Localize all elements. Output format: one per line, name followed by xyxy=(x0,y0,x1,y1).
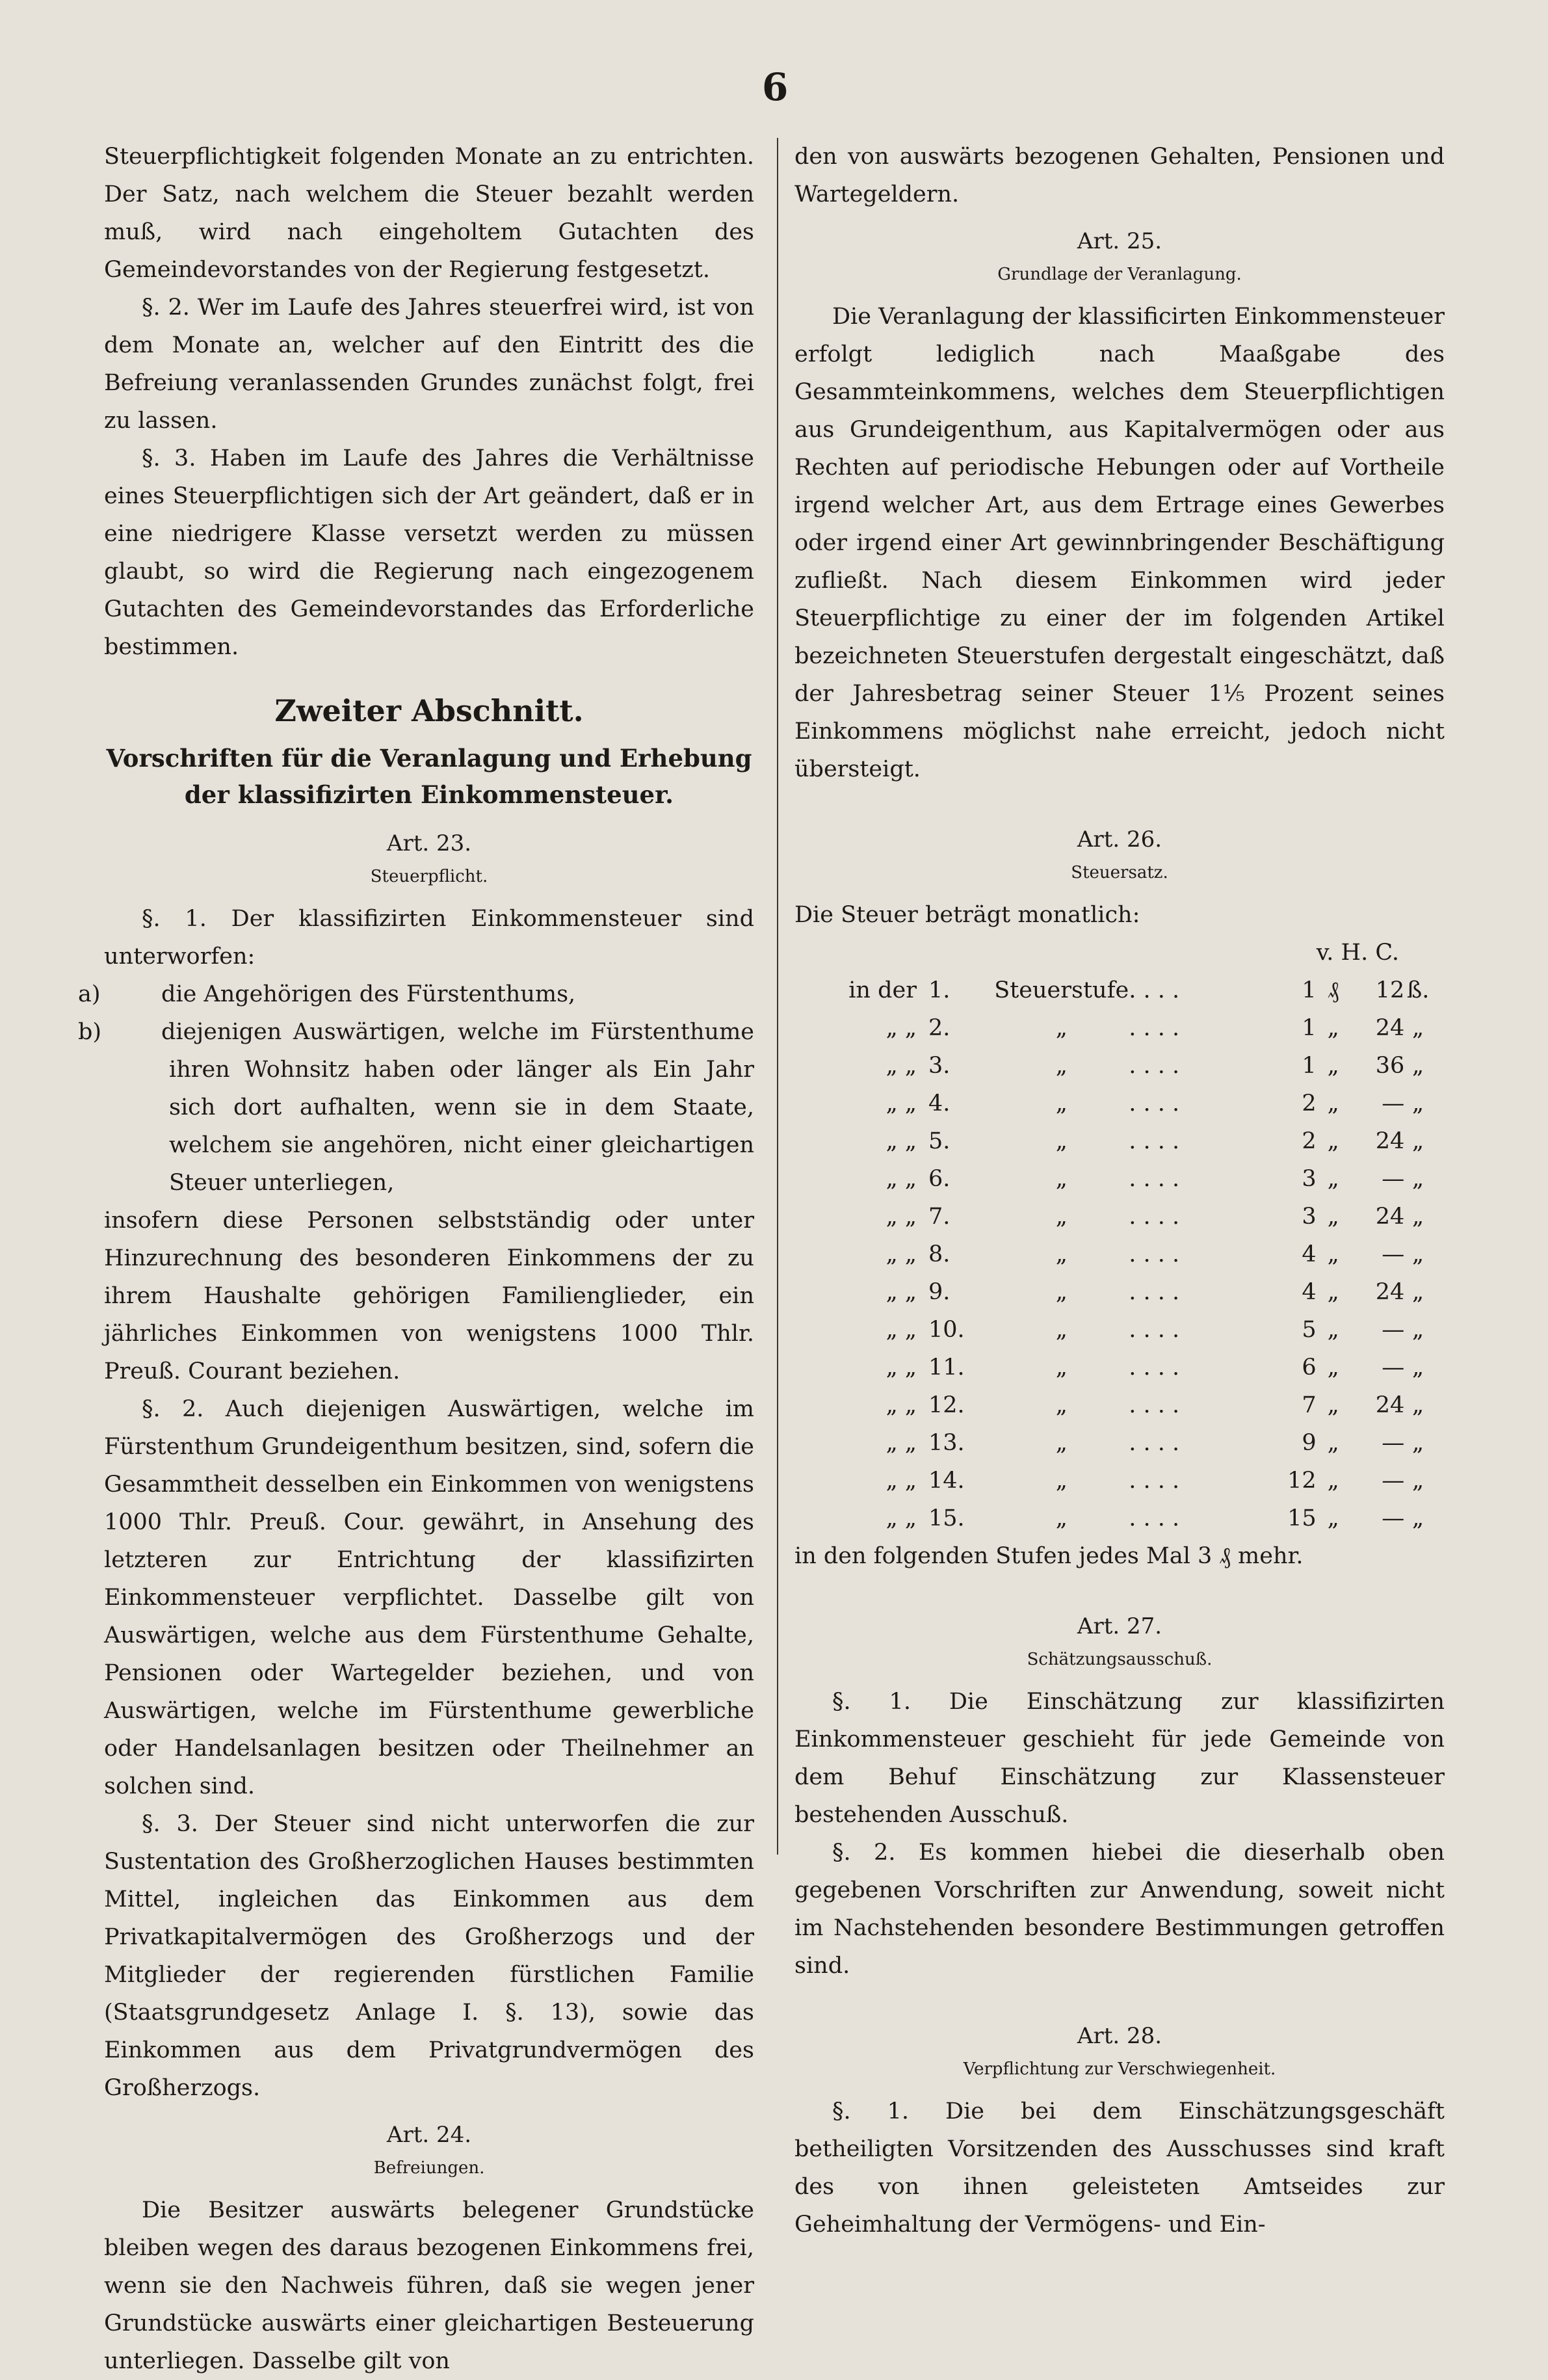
table-cell: 10. xyxy=(928,1317,965,1343)
paragraph: §. 1. Die Einschätzung zur klassifizirten Einkommensteuer geschieht für jede Gemeinde von dem Behuf Einschätzung zur Klassensteuer bestehenden Ausschuß. xyxy=(794,1689,1445,1828)
table-cell: 4. xyxy=(928,1091,951,1117)
table-cell: „ xyxy=(1055,1204,1068,1230)
table-cell: ß. xyxy=(1406,977,1430,1003)
table-cell: 15 xyxy=(1287,1505,1317,1531)
table-cell: . . . . xyxy=(1129,1468,1180,1494)
paragraph: §. 1. Die bei dem Einschätzungsgeschäft betheiligten Vorsitzenden des Ausschusses sind kraft des von ihnen geleisteten Amtseides zur Geheimhaltung der Vermögens- und Ein- xyxy=(794,2098,1445,2238)
table-cell: 4 xyxy=(1302,1241,1317,1267)
table-cell: „ xyxy=(1327,1241,1339,1267)
table-cell: 14. xyxy=(928,1468,965,1494)
table-cell: Steuerstufe xyxy=(994,977,1129,1003)
table-cell: . . . . xyxy=(1129,1392,1180,1418)
table-cell: „ xyxy=(1327,1053,1339,1079)
table-cell: — xyxy=(1382,1468,1405,1494)
table-cell: 7 xyxy=(1302,1392,1317,1418)
table-cell: . . . . xyxy=(1129,1166,1180,1192)
table-cell: 9 xyxy=(1302,1430,1317,1456)
table-cell: 3. xyxy=(928,1053,951,1079)
article-subtitle: Schätzungsausschuß. xyxy=(1027,1650,1213,1669)
currency-header: v. H. C. xyxy=(1316,940,1399,966)
table-cell: „ xyxy=(1412,1241,1424,1267)
article-subtitle: Steuerpflicht. xyxy=(370,867,488,886)
table-cell: „ xyxy=(1412,1204,1424,1230)
table-cell: 36 xyxy=(1375,1053,1405,1079)
table-cell: „ „ xyxy=(886,1204,917,1230)
list-label: a) xyxy=(78,981,101,1007)
table-cell: „ „ xyxy=(886,1392,917,1418)
table-cell: „ xyxy=(1327,1279,1339,1305)
table-cell: . . . . xyxy=(1129,1015,1180,1041)
table-cell: „ xyxy=(1412,1355,1424,1381)
paragraph: Die Veranlagung der klassificirten Einkommensteuer erfolgt lediglich nach Maaßgabe des Gesammteinkommens, welches dem Steuerpflichtigen aus Grundeigenthum, aus Kapitalvermögen oder aus Rechten auf periodische Hebungen oder auf Vortheile irgend welcher Art, aus dem Ertrage eines Gewerbes oder irgend einer Art gewinnbringender Beschäftigung zufließt. Nach diesem Einkommen wird jeder Steuerpflichtige zu einer der im folgenden Artikel bezeichneten Steuerstufen dergestalt eingeschätzt, daß der Jahresbetrag seiner Steuer 1⅕ Prozent seines Einkommens möglichst nahe erreicht, jedoch nicht übersteigt. xyxy=(794,304,1445,782)
table-cell: „ „ xyxy=(886,1355,917,1381)
paragraph: in den folgenden Stufen jedes Mal 3 ₰ mehr. xyxy=(794,1543,1304,1569)
table-cell: „ xyxy=(1412,1091,1424,1117)
table-row xyxy=(807,1311,1432,1349)
article-heading: Art. 25. xyxy=(1077,228,1162,254)
table-cell: „ xyxy=(1412,1279,1424,1305)
table-cell: „ „ xyxy=(886,1279,917,1305)
table-cell: „ xyxy=(1055,1392,1068,1418)
article-heading: Art. 23. xyxy=(386,830,472,856)
table-row xyxy=(807,1349,1432,1386)
table-cell: — xyxy=(1382,1505,1405,1531)
article-heading: Art. 28. xyxy=(1077,2023,1162,2049)
table-cell: „ xyxy=(1327,1430,1339,1456)
table-cell: „ xyxy=(1055,1468,1068,1494)
paragraph: den von auswärts bezogenen Gehalten, Pensionen und Wartegeldern. xyxy=(794,144,1445,207)
table-cell: 6 xyxy=(1302,1355,1317,1381)
table-cell: . . . . xyxy=(1129,1128,1180,1154)
table-cell: „ xyxy=(1055,1317,1068,1343)
list-text: die Angehörigen des Fürstenthums, xyxy=(161,981,576,1007)
table-cell: „ xyxy=(1412,1430,1424,1456)
table-row xyxy=(807,972,1432,1009)
table-cell: 2 xyxy=(1302,1128,1317,1154)
table-cell: „ xyxy=(1412,1053,1424,1079)
table-cell: 24 xyxy=(1375,1015,1405,1041)
table-cell: „ xyxy=(1327,1091,1339,1117)
table-cell: . . . . xyxy=(1129,1053,1180,1079)
article-subtitle: Grundlage der Veranlagung. xyxy=(997,265,1242,284)
table-cell: in der xyxy=(848,977,917,1003)
table-cell: 5 xyxy=(1302,1317,1317,1343)
table-cell: 8. xyxy=(928,1241,951,1267)
table-cell: 24 xyxy=(1375,1204,1405,1230)
table-cell: „ xyxy=(1055,1355,1068,1381)
table-cell: „ „ xyxy=(886,1128,917,1154)
article-subtitle: Steuersatz. xyxy=(1071,863,1168,882)
table-cell: — xyxy=(1382,1166,1405,1192)
table-cell: . . . . xyxy=(1129,1279,1180,1305)
table-cell: „ xyxy=(1412,1468,1424,1494)
table-cell: 1 xyxy=(1302,1015,1317,1041)
table-cell: . . . . xyxy=(1129,1204,1180,1230)
table-cell: 1 xyxy=(1302,1053,1317,1079)
table-cell: „ xyxy=(1055,1053,1068,1079)
paragraph: §. 2. Wer im Laufe des Jahres steuerfrei wird, ist von dem Monate an, welcher auf den Eintritt des die Befreiung veranlassenden Grundes zunächst folgt, frei zu lassen. xyxy=(104,295,754,434)
table-row xyxy=(807,1386,1432,1424)
table-cell: 2. xyxy=(928,1015,951,1041)
table-cell: „ xyxy=(1327,1317,1339,1343)
table-cell: „ xyxy=(1327,1204,1339,1230)
list-item xyxy=(78,975,754,1013)
table-cell: „ xyxy=(1055,1128,1068,1154)
paragraph: §. 3. Haben im Laufe des Jahres die Verhältnisse eines Steuerpflichtigen sich der Art geändert, daß er in eine niedrigere Klasse versetzt werden zu müssen glaubt, so wird die Regierung nach eingezogenem Gutachten des Gemeindevorstandes das Erforderliche bestimmen. xyxy=(104,445,754,660)
table-cell: „ „ xyxy=(886,1241,917,1267)
table-cell: 12. xyxy=(928,1392,965,1418)
table-cell: . . . . xyxy=(1129,1430,1180,1456)
table-cell: ₰ xyxy=(1327,977,1339,1003)
column-divider xyxy=(777,138,778,1855)
table-cell: . . . . xyxy=(1129,1317,1180,1343)
table-cell: „ xyxy=(1055,1166,1068,1192)
table-cell: 24 xyxy=(1375,1279,1405,1305)
table-cell: „ xyxy=(1327,1505,1339,1531)
table-cell: 15. xyxy=(928,1505,965,1531)
table-cell: „ „ xyxy=(886,1468,917,1494)
table-row xyxy=(807,1273,1432,1311)
table-cell: „ xyxy=(1055,1430,1068,1456)
table-cell: . . . . xyxy=(1129,977,1180,1003)
table-cell: 24 xyxy=(1375,1392,1405,1418)
table-cell: „ xyxy=(1412,1128,1424,1154)
paragraph: §. 2. Auch diejenigen Auswärtigen, welche im Fürstenthum Grundeigenthum besitzen, sind, sofern die Gesammtheit desselben ein Einkommen von wenigstens 1000 Thlr. Preuß. Cour. gewährt, in Ansehung des letzteren zur Entrichtung der klassifizirten Einkommensteuer verpflichtet. Dasselbe gilt von Auswärtigen, welche aus dem Fürstenthume Gehalte, Pensionen oder Wartegelder beziehen, und von Auswärtigen, welche im Fürstenthume gewerbliche oder Handelsanlagen besitzen oder Theilnehmer an solchen sind. xyxy=(104,1396,754,1799)
table-cell: — xyxy=(1382,1430,1405,1456)
table-row xyxy=(807,1198,1432,1236)
table-cell: „ „ xyxy=(886,1091,917,1117)
article-heading: Art. 27. xyxy=(1077,1613,1162,1639)
section-title: Vorschriften für die Veranlagung und Erhebung der klassifizirten Einkommensteuer. xyxy=(106,744,752,809)
table-cell: „ xyxy=(1412,1505,1424,1531)
paragraph: Steuerpflichtigkeit folgenden Monate an zu entrichten. Der Satz, nach welchem die Steuer bezahlt werden muß, wird nach eingeholtem Gutachten des Gemeindevorstandes von der Regierung festgesetzt. xyxy=(104,144,754,283)
table-cell: — xyxy=(1382,1241,1405,1267)
table-cell: „ xyxy=(1327,1166,1339,1192)
table-cell: „ „ xyxy=(886,1317,917,1343)
table-cell: „ „ xyxy=(886,1015,917,1041)
table-cell: . . . . xyxy=(1129,1355,1180,1381)
table-cell: 2 xyxy=(1302,1091,1317,1117)
paragraph: §. 2. Es kommen hiebei die dieserhalb oben gegebenen Vorschriften zur Anwendung, soweit nicht im Nachstehenden besondere Bestimmungen getroffen sind. xyxy=(794,1840,1445,1979)
article-subtitle: Verpflichtung zur Verschwiegenheit. xyxy=(963,2059,1276,2079)
paragraph: Die Steuer beträgt monatlich: xyxy=(794,902,1140,928)
table-cell: 1 xyxy=(1302,977,1317,1003)
table-cell: 4 xyxy=(1302,1279,1317,1305)
table-cell: — xyxy=(1382,1355,1405,1381)
table-cell: 5. xyxy=(928,1128,951,1154)
table-cell: „ xyxy=(1412,1166,1424,1192)
table-cell: 11. xyxy=(928,1355,965,1381)
table-cell: 7. xyxy=(928,1204,951,1230)
table-cell: „ xyxy=(1412,1392,1424,1418)
list-text: diejenigen Auswärtigen, welche im Fürstenthume ihren Wohnsitz haben oder länger als Ein Jahr sich dort aufhalten, wenn sie in dem Staate, welchem sie angehören, nicht einer gleichartigen Steuer unterliegen, xyxy=(161,1019,754,1196)
table-cell: 13. xyxy=(928,1430,965,1456)
table-cell: 6. xyxy=(928,1166,951,1192)
table-cell: 12 xyxy=(1287,1468,1317,1494)
table-cell: „ xyxy=(1055,1015,1068,1041)
right-column xyxy=(794,138,1445,2243)
table-cell: „ xyxy=(1055,1279,1068,1305)
table-cell: „ „ xyxy=(886,1505,917,1531)
table-row xyxy=(807,1009,1432,1047)
list-label: b) xyxy=(78,1019,102,1045)
left-column xyxy=(78,138,754,2380)
article-heading: Art. 24. xyxy=(386,2122,472,2148)
table-row xyxy=(807,1047,1432,1085)
table-cell: „ „ xyxy=(886,1430,917,1456)
table-cell: 3 xyxy=(1302,1166,1317,1192)
paragraph: §. 1. Der klassifizirten Einkommensteuer sind unterworfen: xyxy=(104,906,754,970)
table-cell: „ xyxy=(1327,1015,1339,1041)
table-row xyxy=(807,1236,1432,1273)
table-cell: „ xyxy=(1055,1241,1068,1267)
list-item xyxy=(78,1013,754,1202)
table-cell: „ xyxy=(1327,1392,1339,1418)
table-row xyxy=(807,1160,1432,1198)
table-cell: 12 xyxy=(1375,977,1405,1003)
table-cell: „ xyxy=(1327,1355,1339,1381)
table-cell: „ xyxy=(1327,1128,1339,1154)
table-cell: — xyxy=(1382,1317,1405,1343)
table-cell: 1. xyxy=(928,977,951,1003)
article-heading: Art. 26. xyxy=(1077,826,1162,853)
table-cell: „ xyxy=(1412,1015,1424,1041)
paragraph: insofern diese Personen selbstständig oder unter Hinzurechnung des besonderen Einkommens der zu ihrem Haushalte gehörigen Familienglieder, ein jährliches Einkommen von wenigstens 1000 Thlr. Preuß. Courant beziehen. xyxy=(104,1208,754,1384)
table-cell: „ xyxy=(1412,1317,1424,1343)
table-row xyxy=(807,1122,1432,1160)
page-number: 6 xyxy=(762,65,789,109)
table-cell: „ „ xyxy=(886,1053,917,1079)
table-cell: . . . . xyxy=(1129,1091,1180,1117)
table-row xyxy=(807,1085,1432,1122)
table-header-row xyxy=(807,934,1432,972)
table-cell: 9. xyxy=(928,1279,951,1305)
table-cell: „ „ xyxy=(886,1166,917,1192)
table-cell: 24 xyxy=(1375,1128,1405,1154)
table-cell: „ xyxy=(1055,1505,1068,1531)
tax-rate-table xyxy=(807,934,1432,1537)
table-cell: „ xyxy=(1055,1091,1068,1117)
table-cell: — xyxy=(1382,1091,1405,1117)
table-row xyxy=(807,1424,1432,1462)
table-cell: „ xyxy=(1327,1468,1339,1494)
table-cell: . . . . xyxy=(1129,1505,1180,1531)
section-heading: Zweiter Abschnitt. xyxy=(274,693,584,728)
table-row xyxy=(807,1500,1432,1537)
paragraph: §. 3. Der Steuer sind nicht unterworfen die zur Sustentation des Großherzoglichen Hauses bestimmten Mittel, ingleichen das Einkommen aus dem Privatkapitalvermögen des Großherzogs und der Mitglieder der regierenden fürstlichen Familie (Staatsgrundgesetz Anlage I. §. 13), sowie das Einkommen aus dem Privatgrundvermögen des Großherzogs. xyxy=(104,1811,754,2101)
paragraph: Die Besitzer auswärts belegener Grundstücke bleiben wegen des daraus bezogenen Einkommens frei, wenn sie den Nachweis führen, daß sie wegen jener Grundstücke auswärts einer gleichartigen Besteuerung unterliegen. Dasselbe gilt von xyxy=(104,2197,754,2374)
table-row xyxy=(807,1462,1432,1500)
article-subtitle: Befreiungen. xyxy=(373,2158,485,2178)
table-cell: 3 xyxy=(1302,1204,1317,1230)
table-cell: . . . . xyxy=(1129,1241,1180,1267)
